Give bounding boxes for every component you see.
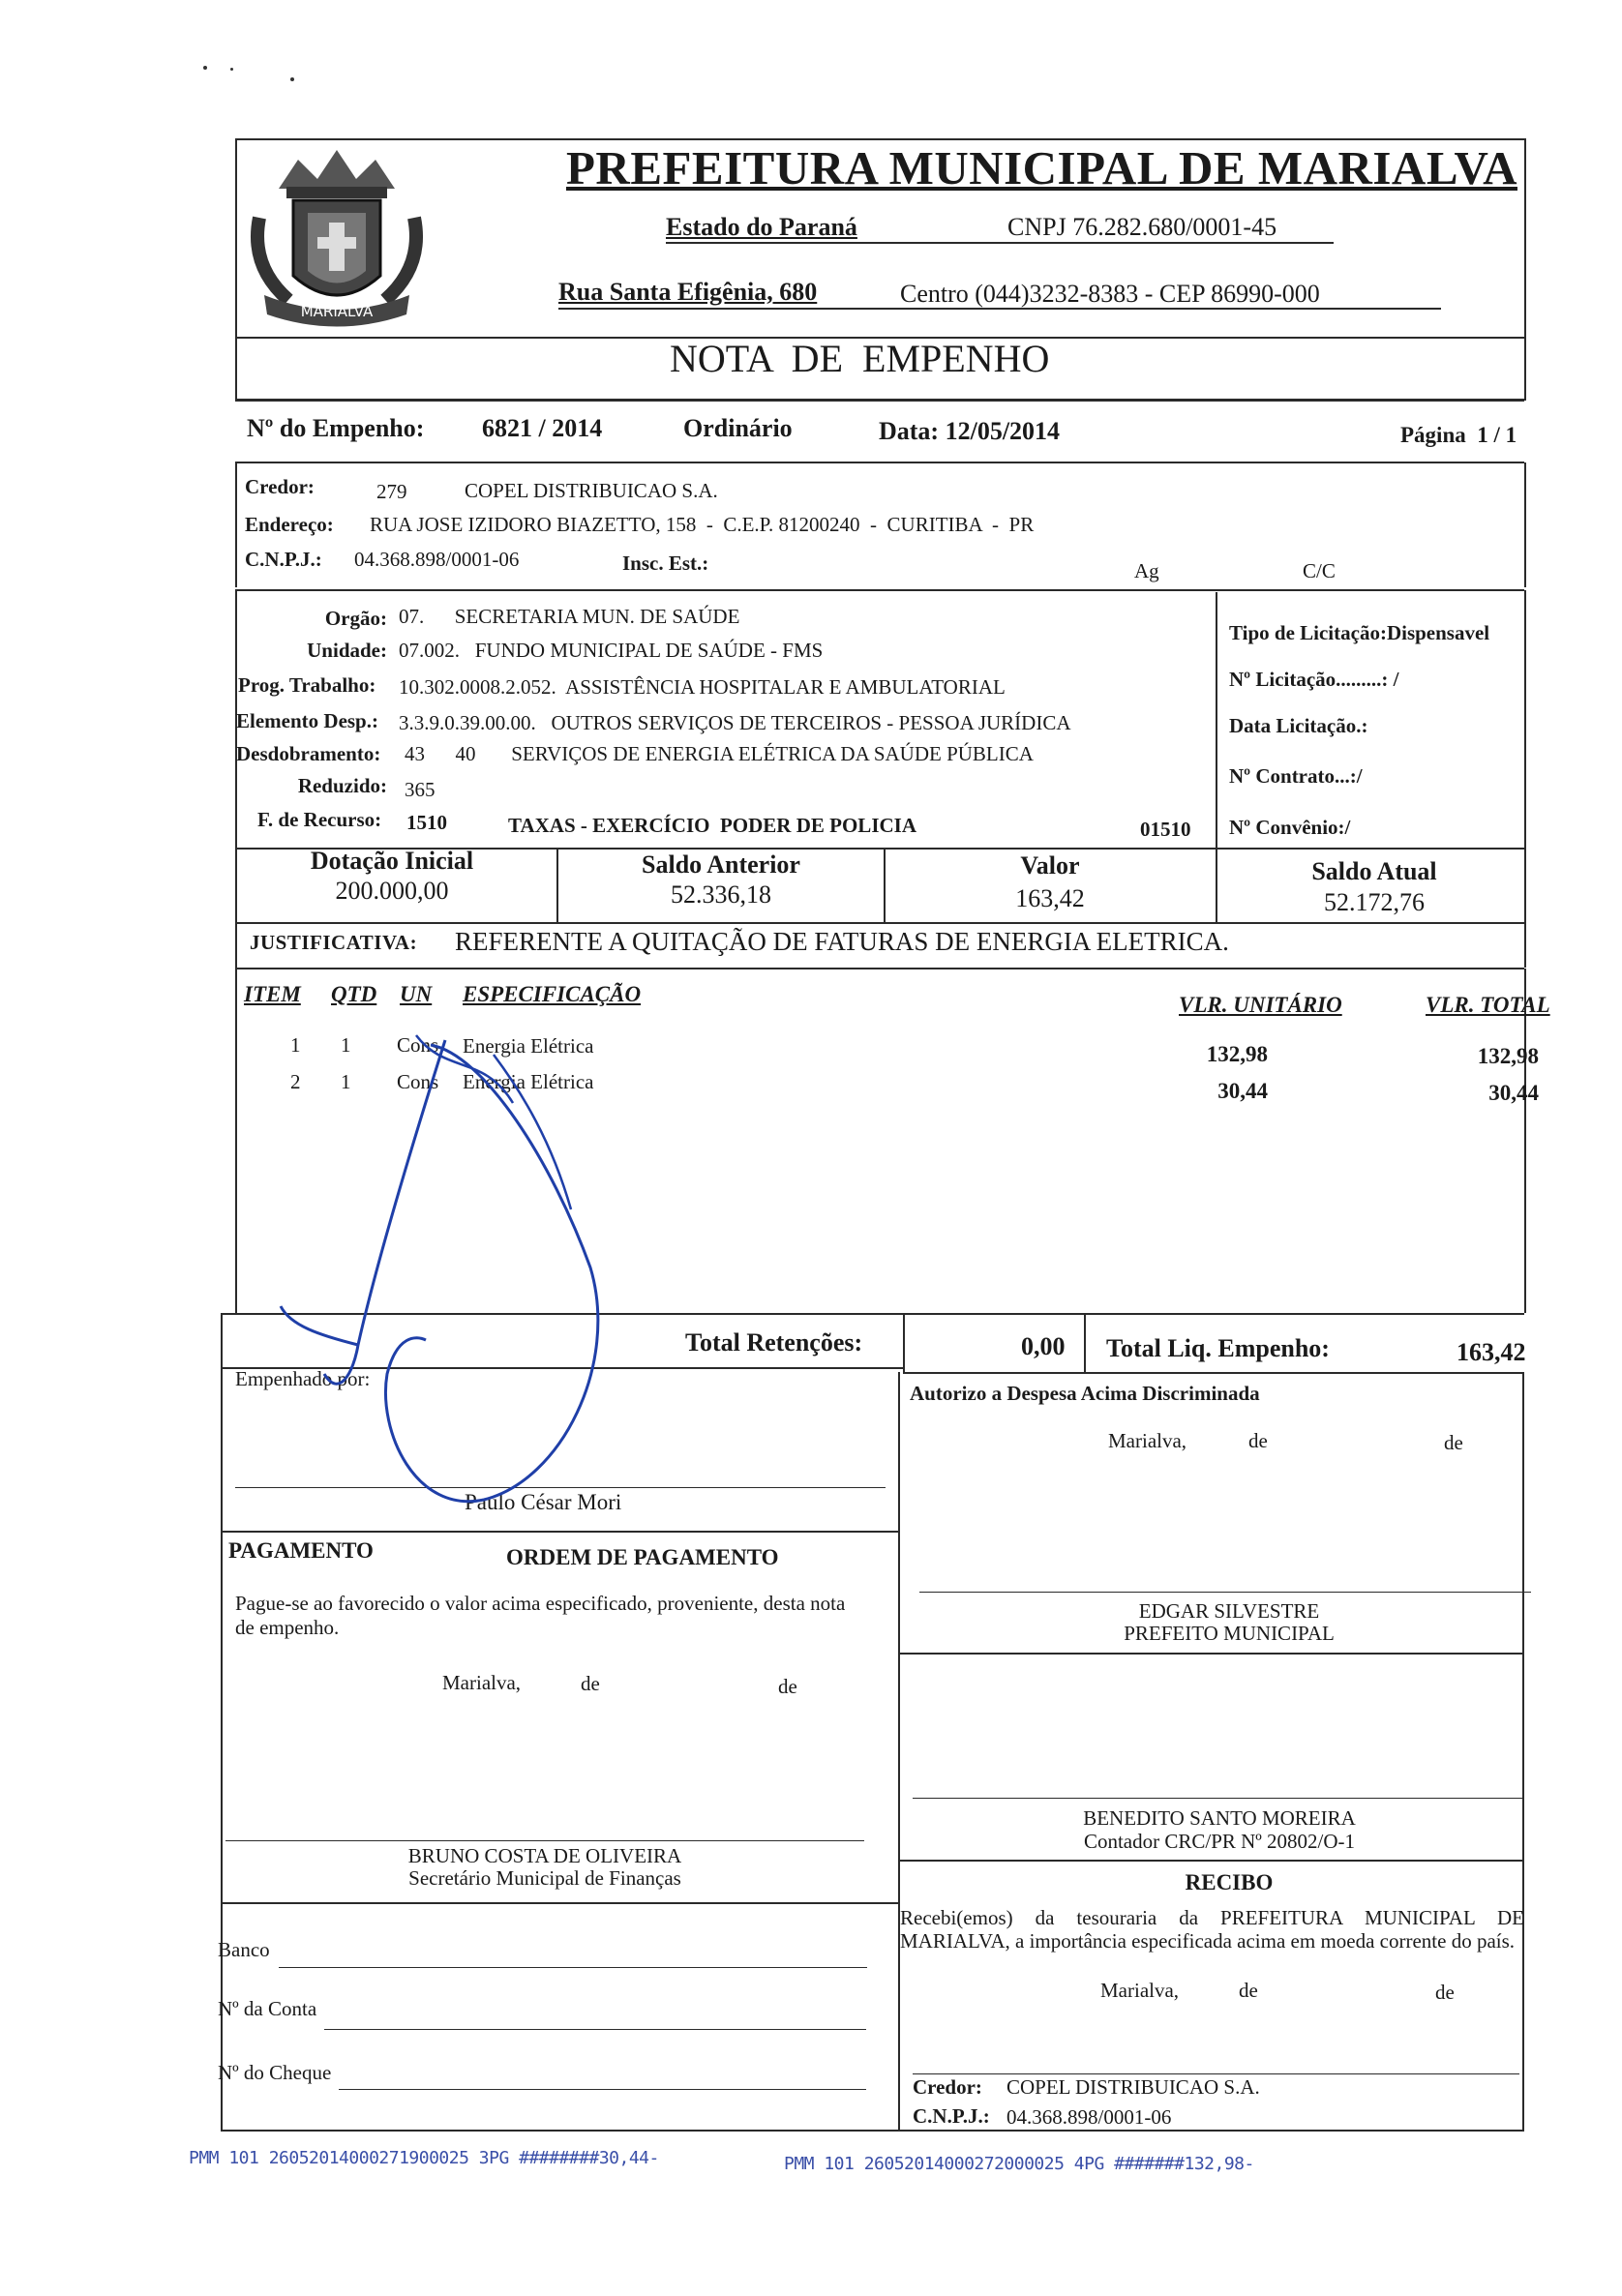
cheque-field-line xyxy=(339,2089,866,2090)
header-cnpj: CNPJ 76.282.680/0001-45 xyxy=(1007,213,1277,241)
row-total-value: 30,44 xyxy=(1488,1081,1539,1105)
signature-line xyxy=(913,1798,1524,1799)
col-unit-header: VLR. UNITÁRIO xyxy=(1179,993,1342,1017)
row-divider xyxy=(900,1653,1524,1655)
fonte-desc: TAXAS - EXERCÍCIO PODER DE POLICIA xyxy=(508,814,916,837)
scan-speck xyxy=(203,66,207,70)
row-divider xyxy=(903,1372,1524,1374)
prefeito-role: PREFEITO MUNICIPAL xyxy=(1124,1622,1335,1645)
tipo-licitacao: Tipo de Licitação:Dispensavel xyxy=(1229,621,1490,644)
fonte-label: F. de Recurso: xyxy=(257,808,382,831)
credor-label: Credor: xyxy=(245,475,315,498)
row-spec: Energia Elétrica xyxy=(463,1070,594,1093)
pagamento-de1: de xyxy=(581,1672,600,1695)
empenho-type: Ordinário xyxy=(683,414,793,442)
banco-field-line xyxy=(279,1967,867,1968)
numero-convenio: Nº Convênio:/ xyxy=(1229,816,1351,839)
row-unit-value: 132,98 xyxy=(1206,1042,1268,1066)
prog-value: 10.302.0008.2.052. ASSISTÊNCIA HOSPITALAR E AMBULATORIAL xyxy=(399,675,1006,699)
document-title: NOTA DE EMPENHO xyxy=(670,337,1050,380)
row-total-value: 132,98 xyxy=(1477,1044,1539,1068)
row-item: 2 xyxy=(290,1070,301,1093)
header-underline xyxy=(666,242,1334,244)
empenho-date: Data: 12/05/2014 xyxy=(879,417,1061,445)
municipal-seal xyxy=(240,131,434,334)
signature-line xyxy=(913,2073,1519,2074)
col-un-header: UN xyxy=(400,982,433,1006)
col-divider xyxy=(556,849,558,924)
frame-bottom xyxy=(221,2130,1524,2132)
footer-line-2: PMM 101 26052014000272000025 4PG #######132,98- xyxy=(784,2154,1254,2174)
col-divider xyxy=(884,849,886,924)
reduzido-value: 365 xyxy=(405,778,436,801)
reduzido-label: Reduzido: xyxy=(297,774,387,797)
recibo-text: Recebi(emos) da tesouraria da PREFEITURA MUNICIPAL DE MARIALVA, a importância especificada acima em moeda corrente do país. xyxy=(900,1906,1524,1953)
svg-text:MARIALVA: MARIALVA xyxy=(300,303,374,320)
numero-licitacao: Nº Licitação.........: / xyxy=(1229,668,1399,691)
scan-speck xyxy=(230,68,233,71)
row-divider xyxy=(221,1902,898,1904)
header-address: Rua Santa Efigênia, 680 xyxy=(558,278,818,306)
contador-name: BENEDITO SANTO MOREIRA xyxy=(1083,1806,1356,1830)
recibo-credor-label: Credor: xyxy=(913,2075,982,2099)
col-divider xyxy=(1216,849,1217,924)
saldo-anterior-value: 52.336,18 xyxy=(671,880,771,909)
dotacao-label: Dotação Inicial xyxy=(310,847,474,875)
page-number: Página 1 / 1 xyxy=(1400,423,1517,447)
licitacao-divider xyxy=(1216,592,1217,849)
credor-address: RUA JOSE IZIDORO BIAZETTO, 158 - C.E.P. 81200240 - CURITIBA - PR xyxy=(370,513,1035,536)
elemento-value: 3.3.9.0.39.00.00. OUTROS SERVIÇOS DE TERCEIROS - PESSOA JURÍDICA xyxy=(399,711,1071,734)
frame-center xyxy=(898,1372,900,2132)
recibo-cnpj-label: C.N.P.J.: xyxy=(913,2104,990,2128)
pagamento-de2: de xyxy=(778,1675,797,1698)
total-liquido-label: Total Liq. Empenho: xyxy=(1106,1334,1330,1362)
recibo-place: Marialva, xyxy=(1100,1979,1180,2002)
cheque-label: Nº do Cheque xyxy=(218,2061,332,2084)
row-divider xyxy=(900,1860,1524,1862)
recibo-cnpj: 04.368.898/0001-06 xyxy=(1006,2105,1172,2129)
col-spec-header: ESPECIFICAÇÃO xyxy=(463,982,642,1006)
conta-label: Nº da Conta xyxy=(218,1997,317,2020)
pagamento-text: Pague-se ao favorecido o valor acima especificado, proveniente, desta nota de empenho. xyxy=(235,1592,846,1639)
row-divider xyxy=(221,1531,898,1533)
frame-right xyxy=(1522,1372,1524,2132)
total-retencoes-label: Total Retenções: xyxy=(685,1328,863,1357)
header-underline xyxy=(558,308,1441,310)
pagamento-label: PAGAMENTO xyxy=(228,1538,374,1563)
row-qtd: 1 xyxy=(341,1070,351,1093)
justificativa-label: JUSTIFICATIVA: xyxy=(250,931,418,954)
prefeito-name: EDGAR SILVESTRE xyxy=(1138,1599,1320,1623)
ag-label: Ag xyxy=(1134,559,1159,582)
saldo-atual-value: 52.172,76 xyxy=(1324,888,1425,916)
empenhado-label: Empenhado por: xyxy=(235,1367,371,1390)
numero-contrato: Nº Contrato...:/ xyxy=(1229,764,1363,788)
data-licitacao: Data Licitação.: xyxy=(1229,714,1368,737)
autorizo-de2: de xyxy=(1444,1431,1463,1454)
page-title: PREFEITURA MUNICIPAL DE MARIALVA xyxy=(566,141,1517,194)
row-divider xyxy=(221,1313,1524,1315)
secretario-role: Secretário Municipal de Finanças xyxy=(408,1866,681,1890)
autorizo-label: Autorizo a Despesa Acima Discriminada xyxy=(910,1382,1260,1405)
saldo-atual-label: Saldo Atual xyxy=(1311,857,1437,885)
empenhado-name: Paulo César Mori xyxy=(465,1490,622,1514)
row-divider xyxy=(235,400,1524,402)
unidade-label: Unidade: xyxy=(307,639,387,662)
fonte-code: 1510 xyxy=(406,811,447,834)
prog-label: Prog. Trabalho: xyxy=(238,673,376,697)
orgao-label: Orgão: xyxy=(324,607,387,630)
col-divider xyxy=(1084,1314,1086,1374)
signature-line xyxy=(225,1840,864,1841)
credor-cnpj: 04.368.898/0001-06 xyxy=(354,548,520,571)
conta-field-line xyxy=(324,2029,866,2030)
total-retencoes-value: 0,00 xyxy=(1021,1332,1066,1360)
cnpj-label: C.N.P.J.: xyxy=(245,548,322,571)
recibo-credor: COPEL DISTRIBUICAO S.A. xyxy=(1006,2075,1260,2099)
desdobramento-value: 43 40 SERVIÇOS DE ENERGIA ELÉTRICA DA SAÚDE PÚBLICA xyxy=(405,742,1034,765)
row-qtd: 1 xyxy=(341,1033,351,1057)
banco-label: Banco xyxy=(218,1938,270,1961)
elemento-label: Elemento Desp.: xyxy=(236,709,378,732)
state-name: Estado do Paraná xyxy=(666,213,857,241)
valor-value: 163,42 xyxy=(1015,884,1085,912)
col-qtd-header: QTD xyxy=(331,982,377,1006)
col-divider xyxy=(903,1314,905,1374)
valor-label: Valor xyxy=(1020,851,1080,880)
row-un: Cons xyxy=(397,1070,439,1093)
header-address-rest: Centro (044)3232-8383 - CEP 86990-000 xyxy=(900,280,1320,308)
contador-role: Contador CRC/PR Nº 20802/O-1 xyxy=(1083,1830,1356,1853)
saldo-anterior-label: Saldo Anterior xyxy=(642,850,800,879)
empenho-number: 6821 / 2014 xyxy=(482,414,603,442)
endereco-label: Endereço: xyxy=(245,513,334,536)
recibo-title: RECIBO xyxy=(1185,1870,1274,1894)
autorizo-place: Marialva, xyxy=(1108,1429,1187,1452)
scan-speck xyxy=(290,77,294,81)
row-un: Cons xyxy=(397,1033,439,1057)
orgao-value: 07. SECRETARIA MUN. DE SAÚDE xyxy=(399,605,740,628)
recibo-de1: de xyxy=(1239,1979,1258,2002)
desdobramento-label: Desdobramento: xyxy=(236,742,381,765)
row-unit-value: 30,44 xyxy=(1217,1079,1268,1103)
recibo-de2: de xyxy=(1435,1981,1455,2004)
cc-label: C/C xyxy=(1303,559,1336,582)
fonte-number: 01510 xyxy=(1140,818,1191,841)
autorizo-de1: de xyxy=(1248,1429,1268,1452)
footer-line-1: PMM 101 26052014000271900025 3PG ########30,44- xyxy=(189,2148,659,2168)
signature-line xyxy=(235,1487,886,1488)
col-total-header: VLR. TOTAL xyxy=(1426,993,1550,1017)
empenho-label: Nº do Empenho: xyxy=(247,414,425,442)
dotacao-value: 200.000,00 xyxy=(335,877,449,905)
unidade-value: 07.002. FUNDO MUNICIPAL DE SAÚDE - FMS xyxy=(399,639,824,662)
secretario-name: BRUNO COSTA DE OLIVEIRA xyxy=(407,1844,682,1867)
justificativa-text: REFERENTE A QUITAÇÃO DE FATURAS DE ENERGIA ELETRICA. xyxy=(455,927,1229,956)
pagamento-place: Marialva, xyxy=(442,1671,522,1694)
total-liquido-value: 163,42 xyxy=(1457,1338,1526,1366)
insc-label: Insc. Est.: xyxy=(622,552,709,575)
credor-code: 279 xyxy=(376,480,407,503)
row-spec: Energia Elétrica xyxy=(463,1034,594,1058)
col-item-header: ITEM xyxy=(244,982,301,1006)
row-item: 1 xyxy=(290,1033,301,1057)
ordem-pagamento-label: ORDEM DE PAGAMENTO xyxy=(506,1545,779,1569)
items-box xyxy=(235,969,1526,1313)
credor-name: COPEL DISTRIBUICAO S.A. xyxy=(465,479,718,502)
signature-line xyxy=(919,1592,1531,1593)
